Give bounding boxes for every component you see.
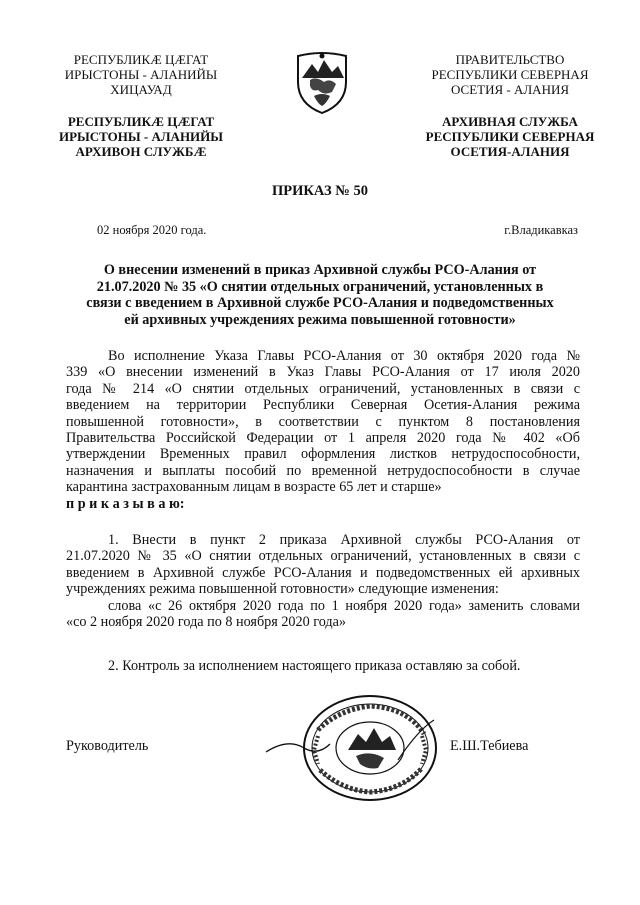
header-line: ХИЦАУАД bbox=[110, 82, 172, 97]
header-line: ПРАВИТЕЛЬСТВО bbox=[455, 52, 565, 67]
official-seal-icon bbox=[258, 690, 448, 810]
preamble-line: карантина застрахованным лицам в возрасте 65 лет и старше» bbox=[66, 479, 442, 496]
item-line: 1. Внести в пункт 2 приказа Архивной службы РСО-Алания от bbox=[108, 532, 580, 548]
header-left-bottom bbox=[45, 114, 237, 159]
header-line: ИРЫСТОНЫ - АЛАНИЙЫ bbox=[64, 67, 218, 82]
order-item-2: 2. Контроль за исполнением настоящего приказа оставляю за собой. bbox=[108, 658, 521, 674]
header-line: РЕСПУБЛИКӔ ЦӔГАТ bbox=[67, 114, 215, 129]
item-line: введением в Архивной службе РСО-Алания и подведомственных ей архивных bbox=[66, 564, 580, 581]
subject-line: О внесении изменений в приказ Архивной службы РСО-Алания от bbox=[103, 262, 537, 278]
header-line: ОСЕТИЯ - АЛАНИЯ bbox=[450, 82, 570, 97]
order-title: ПРИКАЗ № 50 bbox=[271, 183, 368, 199]
item-line: 21.07.2020 № 35 «О снятии отдельных ограничений, установленных в связи с bbox=[66, 548, 580, 565]
header-line: РЕСПУБЛИКИ СЕВЕРНАЯ bbox=[431, 67, 589, 82]
subject-line: связи с введением в Архивной службе РСО-Алания и подведомственных bbox=[86, 295, 554, 312]
order-date: 02 ноября 2020 года. bbox=[97, 223, 207, 237]
signature-name: Е.Ш.Тебиева bbox=[450, 738, 529, 754]
order-subject bbox=[60, 262, 580, 328]
subject-line: 21.07.2020 № 35 «О снятии отдельных ограничений, установленных в bbox=[96, 278, 544, 295]
preamble-line: 339 «О внесении изменений в Указ Главы РСО-Алания от 17 июля 2020 bbox=[66, 364, 580, 381]
preamble-line: назначения и выплаты пособий по временной нетрудоспособности в случае bbox=[66, 462, 580, 479]
header-line: РЕСПУБЛИКИ СЕВЕРНАЯ bbox=[425, 129, 595, 144]
preamble-line: повышенной готовности», в соответствии с пунктом 8 постановления bbox=[66, 413, 580, 430]
item-line: слова «с 26 октября 2020 года по 1 ноября 2020 года» заменить словами bbox=[108, 597, 580, 614]
preamble-line: введением на территории Республики Северная Осетия-Алания режима bbox=[66, 397, 580, 414]
header-line: АРХИВОН СЛУЖБӔ bbox=[75, 144, 207, 159]
order-item-1 bbox=[66, 532, 580, 630]
preamble bbox=[66, 348, 580, 512]
header-left-top bbox=[50, 52, 232, 97]
subject-line: ей архивных учреждениях режима повышенной готовности» bbox=[124, 311, 516, 328]
signature-role: Руководитель bbox=[66, 738, 149, 754]
header-line: ИРЫСТОНЫ - АЛАНИЙЫ bbox=[58, 129, 224, 144]
preamble-line: года № 214 «О снятии отдельных ограничений, установленных в связи с bbox=[66, 380, 580, 397]
header-right-top bbox=[410, 52, 610, 97]
header-line: ОСЕТИЯ-АЛАНИЯ bbox=[450, 144, 570, 159]
preamble-line: Во исполнение Указа Главы РСО-Алания от 30 октября 2020 года № bbox=[108, 348, 580, 364]
header-right-bottom bbox=[410, 114, 610, 159]
item-line: «со 2 ноября 2020 года по 8 ноября 2020 года» bbox=[66, 614, 347, 631]
preamble-line: Правительства Российской Федерации от 1 апреля 2020 года № 402 «Об bbox=[66, 430, 580, 447]
order-city: г.Владикавказ bbox=[504, 223, 578, 237]
preamble-line: утверждении Временных правил оформления листков нетрудоспособности, bbox=[66, 446, 580, 463]
item-line: учреждениях режима повышенной готовности» следующие изменения: bbox=[66, 581, 499, 598]
header-line: АРХИВНАЯ СЛУЖБА bbox=[442, 114, 578, 129]
header-line: РЕСПУБЛИКӔ ЦӔГАТ bbox=[73, 52, 209, 67]
coat-of-arms-icon bbox=[292, 48, 352, 116]
order-word: п р и к а з ы в а ю: bbox=[66, 495, 185, 512]
